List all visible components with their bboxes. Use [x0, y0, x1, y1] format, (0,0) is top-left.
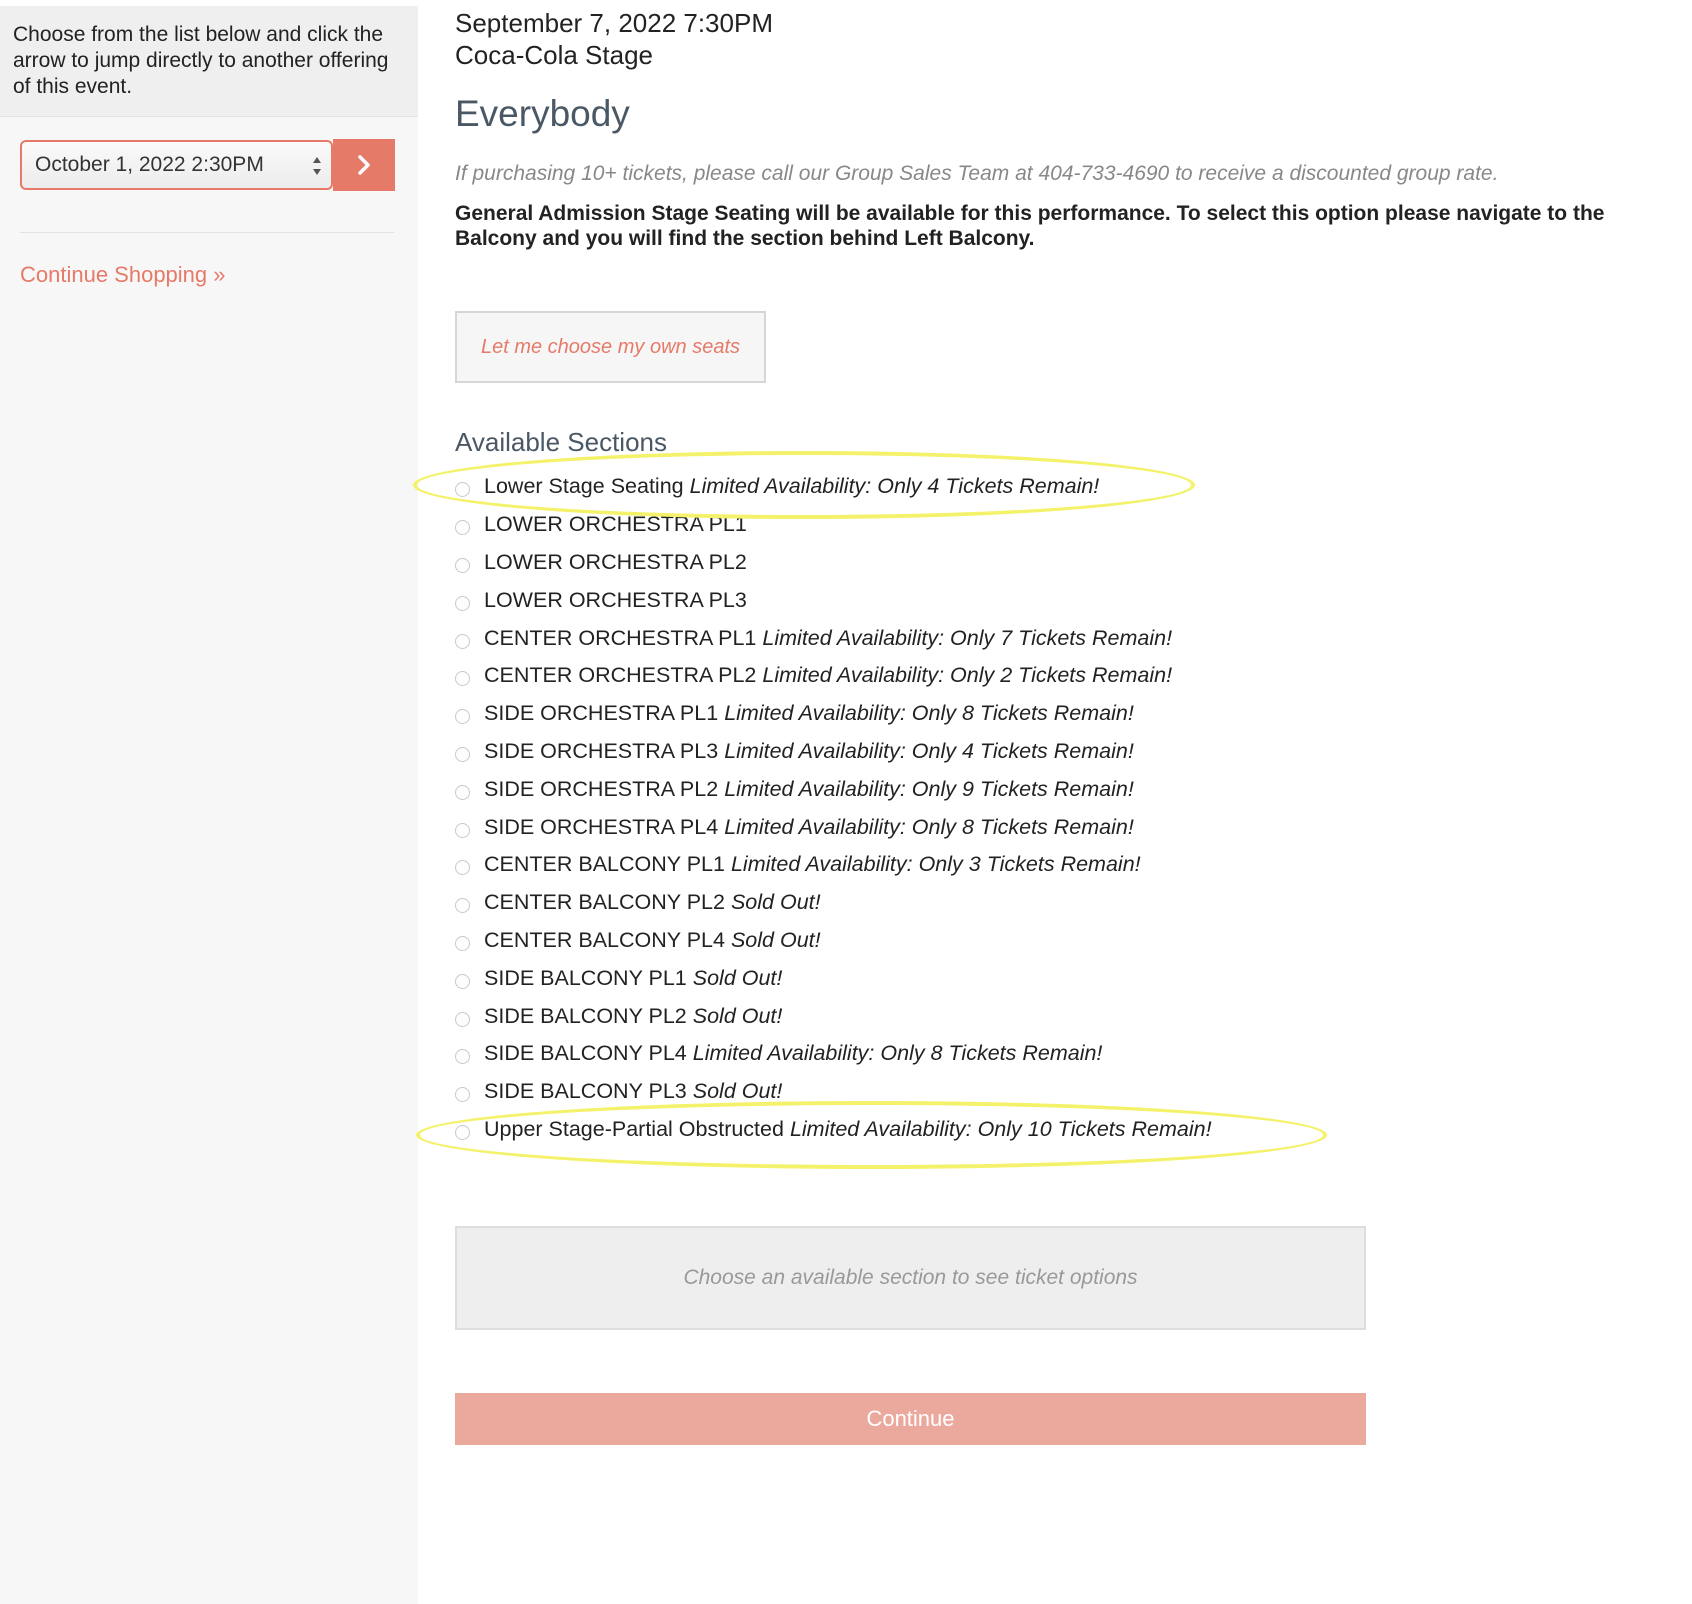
general-admission-note: General Admission Stage Seating will be available for this performance. To select this option please navigate to the Balcony and you will find the section behind Left Balcony.	[455, 202, 1605, 250]
section-availability: Sold Out!	[692, 1079, 783, 1104]
section-availability: Limited Availability: Only 8 Tickets Remain!	[692, 1041, 1103, 1066]
radio-button[interactable]	[455, 671, 470, 686]
section-option[interactable]	[455, 770, 1212, 808]
section-name: CENTER ORCHESTRA PL2	[484, 663, 757, 688]
radio-button[interactable]	[455, 974, 470, 989]
section-option[interactable]	[455, 657, 1212, 695]
event-date: September 7, 2022 7:30PM	[455, 8, 773, 38]
section-name: SIDE BALCONY PL3	[484, 1079, 687, 1104]
updown-arrows-icon	[311, 154, 323, 178]
section-name: Upper Stage-Partial Obstructed	[484, 1116, 784, 1141]
go-button[interactable]	[333, 139, 395, 191]
section-availability: Limited Availability: Only 7 Tickets Remain!	[762, 625, 1173, 650]
radio-button[interactable]	[455, 1049, 470, 1064]
date-select[interactable]	[20, 140, 333, 190]
section-name: SIDE ORCHESTRA PL4	[484, 814, 719, 839]
section-name: SIDE ORCHESTRA PL2	[484, 776, 719, 801]
section-option[interactable]	[455, 619, 1212, 657]
section-option[interactable]	[455, 997, 1212, 1035]
section-option[interactable]	[455, 1111, 1212, 1149]
group-sales-note: If purchasing 10+ tickets, please call our Group Sales Team at 404-733-4690 to receive a discounted group rate.	[455, 162, 1499, 185]
section-name: LOWER ORCHESTRA PL1	[484, 512, 747, 537]
section-option[interactable]	[455, 808, 1212, 846]
radio-button[interactable]	[455, 785, 470, 800]
radio-button[interactable]	[455, 898, 470, 913]
section-name: SIDE BALCONY PL2	[484, 1003, 687, 1028]
radio-button[interactable]	[455, 520, 470, 535]
section-availability: Sold Out!	[730, 927, 821, 952]
radio-button[interactable]	[455, 860, 470, 875]
chevron-right-icon	[356, 154, 372, 176]
section-name: CENTER BALCONY PL4	[484, 927, 725, 952]
radio-button[interactable]	[455, 596, 470, 611]
section-name: SIDE ORCHESTRA PL3	[484, 738, 719, 763]
radio-button[interactable]	[455, 1125, 470, 1140]
continue-shopping-link[interactable]: Continue Shopping »	[20, 262, 226, 287]
ticket-options-placeholder: Choose an available section to see ticket options	[455, 1226, 1366, 1330]
section-option[interactable]	[455, 1073, 1212, 1111]
date-picker	[20, 140, 395, 191]
section-option[interactable]	[455, 846, 1212, 884]
section-availability: Limited Availability: Only 8 Tickets Remain!	[724, 814, 1134, 839]
radio-button[interactable]	[455, 709, 470, 724]
radio-button[interactable]	[455, 1012, 470, 1027]
section-option[interactable]	[455, 468, 1212, 506]
section-availability: Limited Availability: Only 8 Tickets Remain!	[724, 701, 1134, 726]
radio-button[interactable]	[455, 936, 470, 951]
section-option[interactable]	[455, 544, 1212, 582]
event-venue: Coca-Cola Stage	[455, 40, 653, 70]
section-name: CENTER ORCHESTRA PL1	[484, 625, 757, 650]
section-option[interactable]	[455, 884, 1212, 922]
section-option[interactable]	[455, 695, 1212, 733]
section-name: SIDE ORCHESTRA PL1	[484, 701, 719, 726]
section-name: LOWER ORCHESTRA PL3	[484, 587, 747, 612]
section-availability: Limited Availability: Only 4 Tickets Remain!	[689, 474, 1100, 499]
section-option[interactable]	[455, 506, 1212, 544]
section-availability: Limited Availability: Only 10 Tickets Remain!	[789, 1116, 1212, 1141]
radio-button[interactable]	[455, 558, 470, 573]
radio-button[interactable]	[455, 634, 470, 649]
section-option[interactable]	[455, 733, 1212, 771]
available-sections-heading: Available Sections	[455, 427, 667, 457]
radio-button[interactable]	[455, 1087, 470, 1102]
section-name: CENTER BALCONY PL1	[484, 852, 725, 877]
sidebar	[0, 6, 418, 1604]
section-availability: Sold Out!	[692, 965, 783, 990]
radio-button[interactable]	[455, 482, 470, 497]
section-availability: Sold Out!	[730, 890, 821, 915]
section-name: SIDE BALCONY PL4	[484, 1041, 687, 1066]
continue-button[interactable]: Continue	[455, 1393, 1366, 1445]
section-list	[455, 468, 1212, 1148]
sidebar-instructions: Choose from the list below and click the arrow to jump directly to another offering of this event.	[0, 6, 418, 117]
event-title: Everybody	[455, 93, 630, 134]
section-name: SIDE BALCONY PL1	[484, 965, 687, 990]
sidebar-divider	[20, 232, 394, 233]
section-availability: Limited Availability: Only 2 Tickets Remain!	[762, 663, 1173, 688]
section-availability: Sold Out!	[692, 1003, 783, 1028]
section-availability: Limited Availability: Only 9 Tickets Remain!	[724, 776, 1134, 801]
section-availability: Limited Availability: Only 4 Tickets Remain!	[724, 738, 1134, 763]
radio-button[interactable]	[455, 747, 470, 762]
section-name: CENTER BALCONY PL2	[484, 890, 725, 915]
section-name: Lower Stage Seating	[484, 474, 684, 499]
section-name: LOWER ORCHESTRA PL2	[484, 549, 747, 574]
section-option[interactable]	[455, 959, 1212, 997]
radio-button[interactable]	[455, 823, 470, 838]
choose-own-seats-button[interactable]: Let me choose my own seats	[455, 311, 766, 383]
section-option[interactable]	[455, 922, 1212, 960]
section-option[interactable]	[455, 1035, 1212, 1073]
section-availability: Limited Availability: Only 3 Tickets Remain!	[730, 852, 1141, 877]
section-option[interactable]	[455, 581, 1212, 619]
date-select-value: October 1, 2022 2:30PM	[35, 153, 264, 176]
